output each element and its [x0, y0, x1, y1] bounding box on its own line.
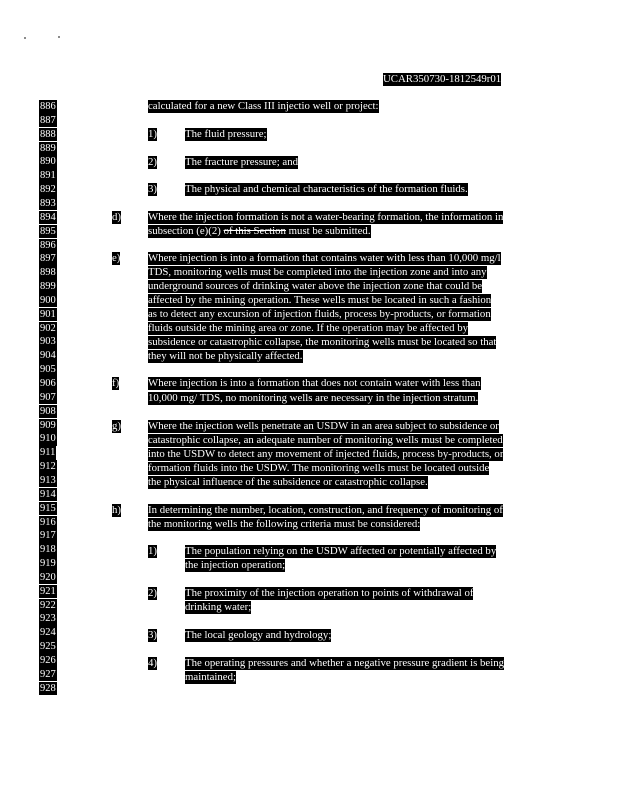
- line-number: 921: [40, 585, 56, 597]
- list-marker-888: 1): [148, 128, 157, 140]
- list-marker-906: f): [112, 377, 120, 389]
- line-number: 924: [40, 627, 56, 639]
- line-number: 923: [40, 613, 56, 625]
- text-line-903: subsidence or catastrophic collapse, the monitoring wells must be located so that: [148, 336, 497, 348]
- line-number: 894: [40, 211, 56, 223]
- text-line-900: affected by the mining operation. These wells must be located in such a fashion: [148, 294, 492, 306]
- text-line-897: Where injection is into a formation that contains water with less than 10,000 mg/l: [148, 252, 501, 264]
- line-number: 904: [40, 350, 56, 362]
- text-line-916: the monitoring wells the following criteria must be considered:: [148, 518, 421, 530]
- line-number: 915: [40, 502, 56, 514]
- line-number: 907: [40, 391, 56, 403]
- line-number: 927: [40, 668, 56, 680]
- text-line-921: The proximity of the injection operation to points of withdrawal of: [185, 587, 474, 599]
- scan-speck: [58, 36, 60, 38]
- text-line-918: The population relying on the USDW affected or potentially affected by: [185, 545, 497, 557]
- line-number: 916: [40, 516, 56, 528]
- text-line-922: drinking water;: [185, 601, 252, 613]
- text-line-919: the injection operation;: [185, 559, 286, 571]
- line-number: 890: [40, 156, 56, 168]
- text-line-895: [148, 225, 371, 238]
- text-line-912: formation fluids into the USDW. The monitoring wells must be located outside: [148, 462, 490, 474]
- text-line-927: maintained;: [185, 671, 236, 683]
- list-marker-890: 2): [148, 156, 157, 168]
- line-number: 918: [40, 544, 56, 556]
- text-line-911: into the USDW to detect any movement of injected fluids, process by-products, or: [148, 448, 504, 460]
- list-marker-897: e): [112, 252, 121, 264]
- text-line-892: The physical and chemical characteristics of the formation fluids.: [185, 183, 468, 195]
- line-number: 895: [40, 225, 56, 237]
- line-number: 900: [40, 294, 56, 306]
- text-line-902: fluids outside the mining area or zone. If the operation may be affected by: [148, 322, 468, 334]
- line-number: 911: [40, 447, 56, 459]
- document-header-id: UCAR350730-1812549r01: [383, 73, 502, 85]
- text-line-898: TDS, monitoring wells must be completed into the injection zone and into any: [148, 266, 487, 278]
- line-number: 898: [40, 267, 56, 279]
- text-line-888: The fluid pressure;: [185, 128, 267, 140]
- line-number: 920: [40, 571, 56, 583]
- line-number: 909: [40, 419, 56, 431]
- line-number: 889: [40, 142, 56, 154]
- text-segment: must be submitted.: [285, 225, 371, 237]
- list-marker-918: 1): [148, 545, 157, 557]
- line-number: 908: [40, 405, 56, 417]
- text-line-890: The fracture pressure; and: [185, 156, 299, 168]
- line-number: 925: [40, 641, 56, 653]
- list-marker-909: g): [112, 420, 121, 432]
- text-line-924: The local geology and hydrology;: [185, 629, 332, 641]
- text-line-907: 10,000 mg/ TDS, no monitoring wells are necessary in the injection stratum.: [148, 392, 479, 404]
- list-marker-894: d): [112, 211, 121, 223]
- text-segment: subsection (e)(2): [148, 225, 224, 237]
- text-line-886: calculated for a new Class III injectio well or project:: [148, 100, 379, 112]
- list-marker-921: 2): [148, 587, 157, 599]
- line-number: 892: [40, 184, 56, 196]
- line-number: 897: [40, 253, 56, 265]
- text-line-910: catastrophic collapse, an adequate number of monitoring wells must be completed: [148, 434, 503, 446]
- text-line-909: Where the injection wells penetrate an USDW in an area subject to subsidence or: [148, 420, 499, 432]
- line-number: 917: [40, 530, 56, 542]
- line-number: 910: [40, 433, 56, 445]
- line-number: 928: [40, 682, 56, 694]
- line-number: 905: [40, 364, 56, 376]
- line-number: 896: [40, 239, 56, 251]
- line-number: 899: [40, 281, 56, 292]
- line-number: 893: [40, 197, 56, 209]
- line-number: 887: [40, 114, 56, 126]
- line-number: 888: [40, 128, 56, 140]
- list-marker-924: 3): [148, 629, 157, 641]
- line-number: 919: [40, 558, 56, 569]
- line-number: 886: [40, 101, 56, 112]
- text-line-899: underground sources of drinking water above the injection zone that could be: [148, 280, 483, 292]
- struck-text: of this Section: [223, 225, 286, 237]
- line-number: 902: [40, 322, 56, 334]
- line-number: 901: [40, 308, 56, 320]
- line-number: 913: [40, 474, 56, 486]
- text-line-913: the physical influence of the subsidence or catastrophic collapse.: [148, 476, 428, 488]
- text-line-901: as to detect any excursion of injection fluids, process by-products, or formation: [148, 308, 491, 320]
- line-number: 912: [40, 461, 56, 473]
- text-line-926: The operating pressures and whether a negative pressure gradient is being: [185, 657, 504, 669]
- line-number: 891: [40, 170, 56, 182]
- list-marker-892: 3): [148, 183, 157, 195]
- list-marker-915: h): [112, 504, 121, 516]
- text-line-894: Where the injection formation is not a water-bearing formation, the information in: [148, 211, 504, 223]
- line-number: 922: [40, 599, 56, 611]
- text-line-915: In determining the number, location, construction, and frequency of monitoring of: [148, 504, 503, 516]
- text-line-904: they will not be physically affected.: [148, 350, 303, 362]
- line-number: 903: [40, 336, 56, 348]
- text-line-906: Where injection is into a formation that does not contain water with less than: [148, 377, 481, 389]
- list-marker-926: 4): [148, 657, 157, 669]
- scan-speck: [24, 37, 26, 39]
- line-number: 906: [40, 378, 56, 389]
- line-number: 914: [40, 488, 56, 500]
- line-number: 926: [40, 655, 56, 666]
